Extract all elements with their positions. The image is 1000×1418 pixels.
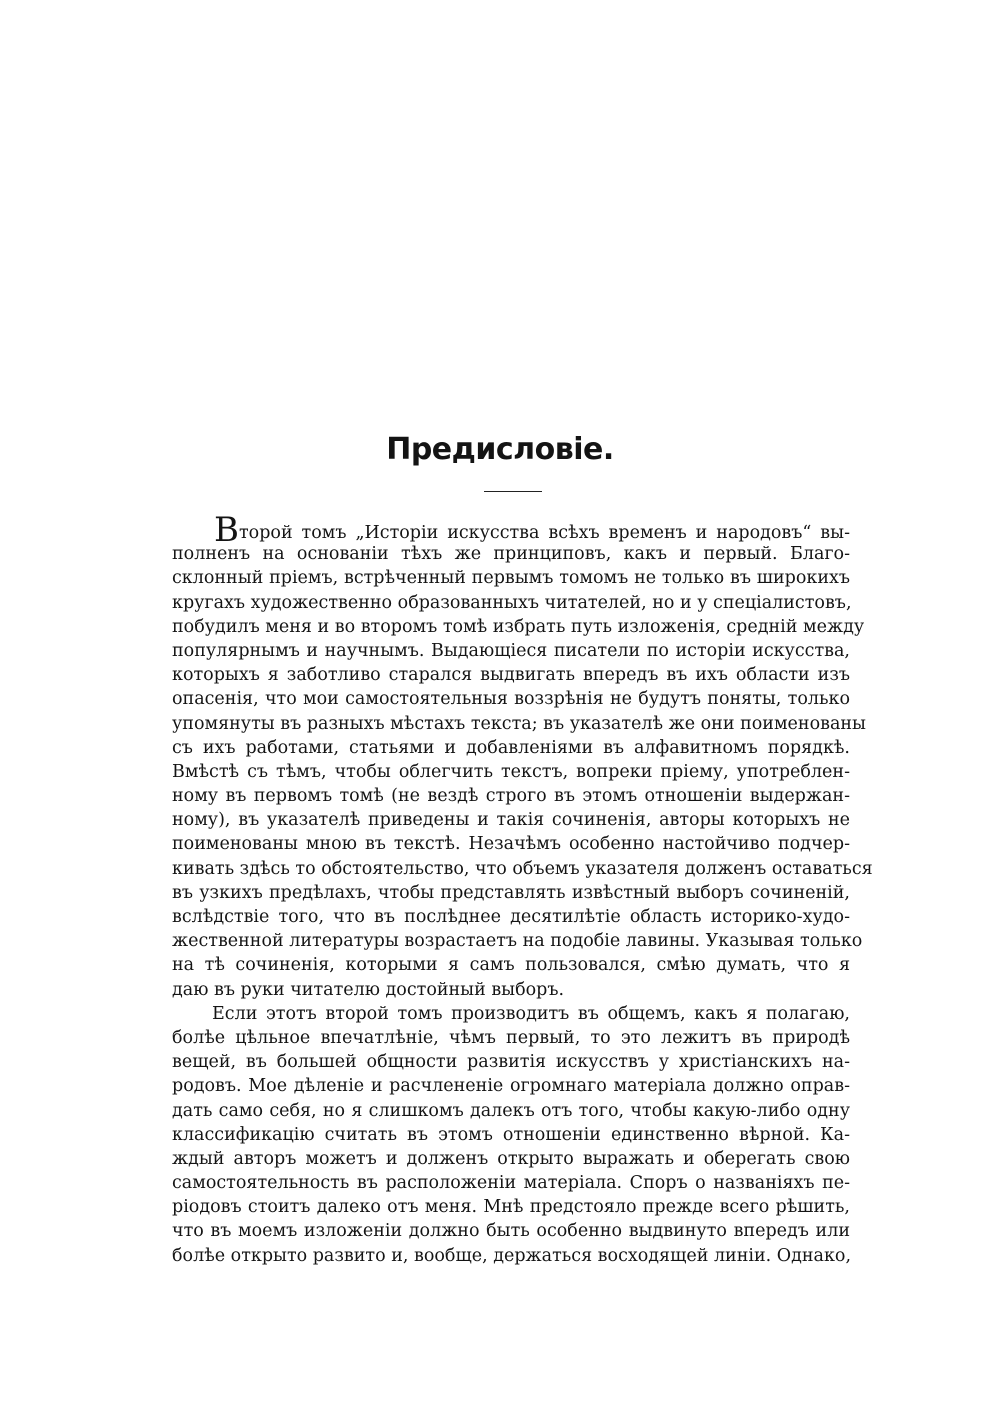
text-line: ріодовъ стоитъ далеко отъ меня. Мнѣ предстояло прежде всего рѣшить, — [172, 1197, 850, 1218]
page-title: Предисловіе. — [386, 432, 614, 467]
text-line: кивать здѣсь то обстоятельство, что объемъ указателя долженъ оставаться — [172, 858, 873, 879]
text-line: что въ моемъ изложеніи должно быть особенно выдвинуто впередъ или — [172, 1221, 850, 1242]
text-line: ному), въ указателѣ приведены и такія сочиненія, авторы которыхъ не — [172, 810, 850, 831]
text-line: ждый авторъ можетъ и долженъ открыто выражать и оберегать свою — [172, 1148, 850, 1169]
first-line-text: торой томъ „Исторіи искусства всѣхъ временъ и народовъ“ вы- — [239, 523, 850, 543]
text-line: въ узкихъ предѣлахъ, чтобы представлять извѣстный выборъ сочиненій, — [172, 882, 850, 903]
text-line: кругахъ художественно образованныхъ читателей, но и у спеціалистовъ, — [172, 592, 852, 613]
body-text — [172, 510, 873, 1268]
text-line: побудилъ меня и во второмъ томѣ избрать путь изложенія, средній между — [172, 616, 865, 637]
text-line: даю въ руки читателю достойный выборъ. — [172, 979, 565, 1000]
drop-cap: В — [214, 510, 239, 550]
text-line: упомянуты въ разныхъ мѣстахъ текста; въ указателѣ же они поименованы — [172, 713, 866, 734]
text-line: болѣе открыто развито и, вообще, держаться восходящей линіи. Однако, — [172, 1245, 852, 1266]
paragraph-1-line-1 — [172, 510, 850, 550]
text-line: Если этотъ второй томъ производитъ въ общемъ, какъ я полагаю, — [212, 1003, 850, 1024]
text-line: склонный пріемъ, встрѣченный первымъ томомъ не только въ широкихъ — [172, 568, 850, 589]
text-line: поименованы мною въ текстѣ. Незачѣмъ особенно настойчиво подчер- — [172, 834, 850, 855]
text-line: которыхъ я заботливо старался выдвигать впередъ въ ихъ области изъ — [172, 665, 850, 686]
text-line: классификацію считать въ этомъ отношеніи единственно вѣрной. Ка- — [172, 1124, 850, 1145]
text-line: болѣе цѣльное впечатлѣніе, чѣмъ первый, то это лежитъ въ природѣ — [172, 1027, 850, 1048]
text-line: опасенія, что мои самостоятельныя воззрѣнія не будутъ поняты, только — [172, 689, 850, 710]
text-line: вещей, въ большей общности развитія искусствъ у христіанскихъ на- — [172, 1052, 850, 1073]
text-line: родовъ. Мое дѣленіе и расчлененіе огромнаго матеріала должно оправ- — [172, 1076, 850, 1097]
text-line: Вмѣстѣ съ тѣмъ, чтобы облегчить текстъ, вопреки пріему, употреблен- — [172, 761, 850, 782]
text-line: жественной литературы возрастаетъ на подобіе лавины. Указывая только — [172, 931, 863, 952]
text-line: съ ихъ работами, статьями и добавленіями въ алфавитномъ порядкѣ. — [172, 737, 850, 758]
title-divider — [484, 491, 542, 492]
paragraph-1 — [172, 510, 873, 1002]
text-line: полненъ на основаніи тѣхъ же принциповъ, какъ и первый. Благо- — [172, 544, 850, 565]
paragraph-2 — [172, 1002, 850, 1268]
text-line: ному въ первомъ томѣ (не вездѣ строго въ этомъ отношеніи выдержан- — [172, 786, 850, 807]
text-line: дать само себя, но я слишкомъ далекъ отъ того, чтобы какую-либо одну — [172, 1100, 850, 1121]
text-line: самостоятельность въ расположеніи матеріала. Споръ о названіяхъ пе- — [172, 1173, 850, 1194]
text-line: популярнымъ и научнымъ. Выдающіеся писатели по исторіи искусства, — [172, 640, 850, 661]
text-line: на тѣ сочиненія, которыми я самъ пользовался, смѣю думать, что я — [172, 955, 850, 976]
text-line: вслѣдствіе того, что въ послѣднее десятилѣтіе область историко-худо- — [172, 907, 850, 927]
